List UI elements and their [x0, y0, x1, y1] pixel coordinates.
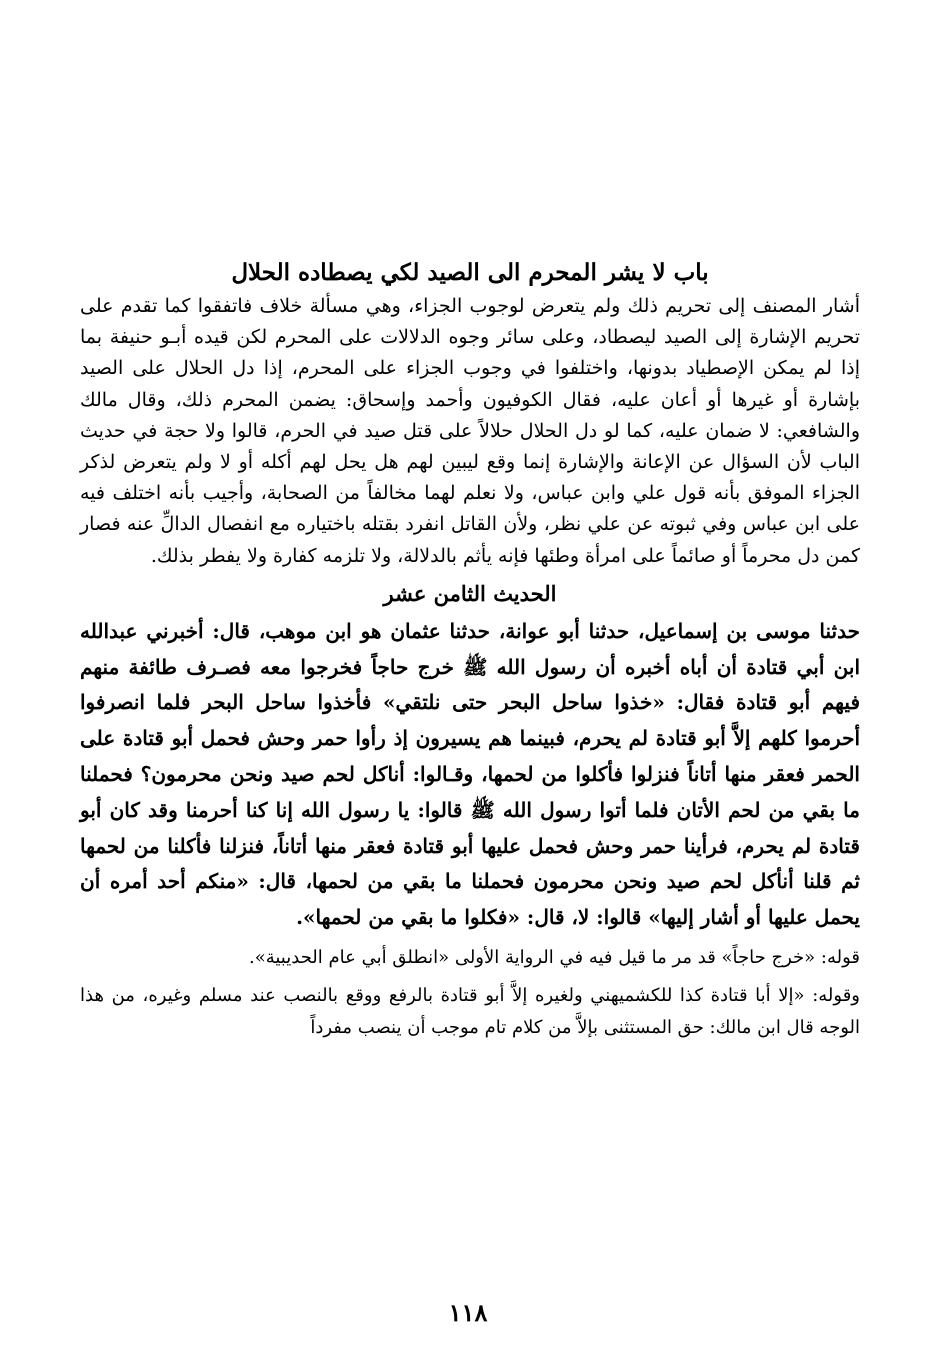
- page-number: ١١٨: [448, 1298, 488, 1327]
- footnote-1: قوله: «خرج حاجاً» قد مر ما قيل فيه في الرواية الأولى «انطلق أبي عام الحديبية».: [248, 947, 860, 968]
- hadith-text: حدثنا موسى بن إسماعيل، حدثنا أبو عوانة، حدثنا عثمان هو ابن موهب، قال: أخبرني عبدالله ابن أبي قتادة أن أباه أخبره أن رسول الله ﷺ خرج حاجاً فخرجوا معه فصـرف طائفة منهم فيهم أبو قتادة فقال: «خذوا ساحل البحر حتى نلتقي» فأخذوا ساحل البحر فلما انصرفوا أحرموا كلهم إلاَّ أبو قتادة لم يحرم، فبينما هم يسيرون إذ رأوا حمر وحش فحمل أبو قتادة على الحمر فعقر منها أتاناً فنزلوا فأكلوا من لحمها، وقـالوا: أناكل لحم صيد ونحن محرمون؟ فحملنا ما بقي من لحم الأتان فلما أتوا رسول الله ﷺ قالوا: يا رسول الله إنا كنا أحرمنا وقد كان أبو قتادة لم يحرم، فرأينا حمر وحش فحمل عليها أبو قتادة فعقر منها أتاناً، فنزلنا فأكلنا من لحمها ثم قلنا أنأكل لحم صيد ونحن محرمون فحملنا ما بقي من لحمها، قال: «منكم أحد أمره أن يحمل عليها أو أشار إليها» قالوا: لا، قال: «فكلوا ما بقي من لحمها».: [80, 618, 860, 930]
- footnote-2: وقوله: «إلا أبا قتادة كذا للكشميهني ولغيره إلاَّ أبو قتادة بالرفع ووقع بالنصب عند مسلم وغيره، من هذا الوجه قال ابن مالك: حق المستثنى بإلاَّ من كلام تام موجب أن ينصب مفرداً: [80, 985, 860, 1038]
- hadith-title: الحديث الثامن عشر: [383, 580, 557, 606]
- page-content: [80, 255, 860, 1044]
- commentary-paragraph: أشار المصنف إلى تحريم ذلك ولم يتعرض لوجوب الجزاء، وهي مسألة خلاف فاتفقوا كما تقدم على تحريم الإشارة إلى الصيد ليصطاد، وعلى سائر وجوه الدلالات على المحرم لكن قيده أبـو حنيفة بما إذا لم يمكن الإصطياد بدونها، واختلفوا في وجوب الجزاء على المحرم، إذا دل الحلال على الصيد بإشارة أو غيرها أو أعان عليه، فقال الكوفيون وأحمد وإسحاق: يضمن المحرم ذلك، وقال مالك والشافعي: لا ضمان عليه، كما لو دل الحلال حلالاً على قتل صيد في الحرم، قالوا ولا حجة في حديث الباب لأن السؤال عن الإعانة والإشارة إنما وقع ليبين لهم هل يحل لهم أكله أو لا ولم يتعرض لذكر الجزاء الموفق بأنه قول علي وابن عباس، ولا نعلم لهما مخالفاً من الصحابة، وأجيب بأنه اختلف فيه على ابن عباس وفي ثبوته عن علي نظر، ولأن القاتل انفرد بقتله باختياره مع انفصال الدالِّ عنه فصار كمن دل محرماً أو صائماً على امرأة وطئها فإنه يأثم بالدلالة، ولا تلزمه كفارة ولا يفطر بذلك.: [80, 295, 860, 567]
- chapter-title: باب لا يشر المحرم الى الصيد لكي يصطاده الحلال: [231, 259, 709, 286]
